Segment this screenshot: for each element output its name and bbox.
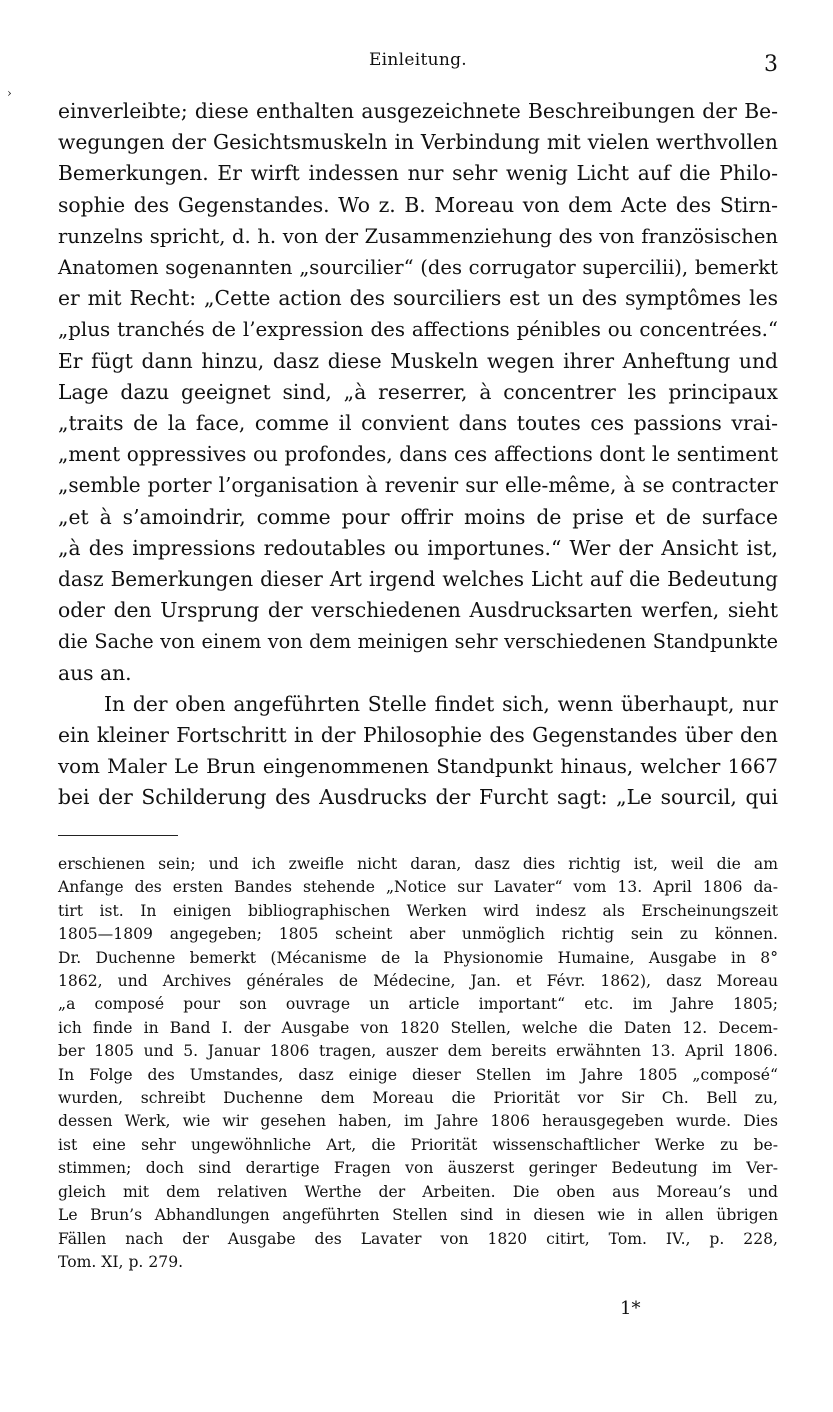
footnote-line: ich finde in Band I. der Ausgabe von 1820 Stellen, welche die Daten 12. Decem- <box>58 1018 778 1037</box>
footnote-line: Tom. XI, p. 279. <box>58 1252 184 1271</box>
text-line: ein kleiner Fortschritt in der Philosophie des Gegenstandes über den <box>58 723 778 748</box>
text-line: In der oben angeführten Stelle findet sich, wenn überhaupt, nur <box>104 691 778 716</box>
footnote-line: Le Brun’s Abhandlungen angeführten Stellen sind in diesen wie in allen übrigen <box>58 1206 778 1225</box>
signature-mark: 1* <box>620 1298 641 1319</box>
footnote-line: ist eine sehr ungewöhnliche Art, die Priorität wissenschaftlicher Werke zu be- <box>58 1135 778 1154</box>
text-line: vom Maler Le Brun eingenommenen Standpunkt hinaus, welcher 1667 <box>58 755 778 779</box>
text-line: Lage dazu geeignet sind, „à reserrer, à concentrer les principaux <box>58 379 778 404</box>
text-line: runzelns spricht, d. h. von der Zusammenziehung des von französischen <box>58 224 778 248</box>
text-line: sophie des Gegenstandes. Wo z. B. Moreau von dem Acte des Stirn- <box>58 192 778 217</box>
footnote-line: stimmen; doch sind derartige Fragen von äuszerst geringer Bedeutung im Ver- <box>58 1159 778 1178</box>
text-line: einverleibte; diese enthalten ausgezeichnete Beschreibungen der Be- <box>58 99 778 123</box>
text-line: „ment oppressives ou profondes, dans ces affections dont le sentiment <box>58 442 778 467</box>
text-line: „plus tranchés de l’expression des affections pénibles ou concentrées.“ <box>58 318 778 342</box>
text-line: aus an. <box>58 660 132 685</box>
text-line: Er fügt dann hinzu, dasz diese Muskeln wegen ihrer Anheftung und <box>58 348 778 373</box>
footnote-line: tirt ist. In einigen bibliographischen Werken wird indesz als Erscheinungszeit <box>58 901 778 920</box>
text-line: „semble porter l’organisation à revenir sur elle-même, à se contracter <box>58 473 778 498</box>
text-line: oder den Ursprung der verschiedenen Ausdrucksarten werfen, sieht <box>58 598 778 623</box>
text-line: „traits de la face, comme il convient dans toutes ces passions vrai- <box>58 411 778 436</box>
running-title: Einleitung. <box>368 50 468 70</box>
footnote-line: gleich mit dem relativen Werthe der Arbeiten. Die oben aus Moreau’s und <box>58 1182 778 1201</box>
footnote-line: „a composé pour son ouvrage un article important“ etc. im Jahre 1805; <box>58 995 778 1014</box>
text-line: „à des impressions redoutables ou importunes.“ Wer der Ansicht ist, <box>58 535 778 560</box>
text-line: Bemerkungen. Er wirft indessen nur sehr wenig Licht auf die Philo- <box>58 161 778 186</box>
text-line: dasz Bemerkungen dieser Art irgend welches Licht auf die Bedeutung <box>58 567 778 592</box>
text-line: bei der Schilderung des Ausdrucks der Furcht sagt: „Le sourcil, qui <box>58 785 778 810</box>
page-number: 3 <box>764 52 778 77</box>
page-header <box>58 50 778 80</box>
footnote-line: 1805—1809 angegeben; 1805 scheint aber unmöglich richtig sein zu können. <box>58 925 778 944</box>
footnote-line: 1862, und Archives générales de Médecine, Jan. et Févr. 1862), dasz Moreau <box>58 972 778 991</box>
footnote-line: erschienen sein; und ich zweifle nicht daran, dasz dies richtig ist, weil die am <box>58 855 778 873</box>
footnote-line: Fällen nach der Ausgabe des Lavater von 1820 citirt, Tom. IV., p. 228, <box>58 1229 778 1248</box>
footnote-line: Anfange des ersten Bandes stehende „Notice sur Lavater“ vom 13. April 1806 da- <box>58 878 778 897</box>
footnote-line: ber 1805 und 5. Januar 1806 tragen, auszer dem bereits erwähnten 13. April 1806. <box>58 1042 778 1061</box>
footnote-line: wurden, schreibt Duchenne dem Moreau die Priorität vor Sir Ch. Bell zu, <box>58 1089 778 1108</box>
text-line: die Sache von einem von dem meinigen sehr verschiedenen Standpunkte <box>58 630 778 654</box>
margin-mark: › <box>7 86 12 100</box>
main-text <box>58 96 778 814</box>
footnote-rule <box>58 835 178 836</box>
text-line: wegungen der Gesichtsmuskeln in Verbindung mit vielen werthvollen <box>58 130 778 155</box>
text-line: Anatomen sogenannten „sourcilier“ (des corrugator supercilii), bemerkt <box>58 256 778 280</box>
text-line: „et à s’amoindrir, comme pour offrir moins de prise et de surface <box>58 504 778 529</box>
footnote-line: Dr. Duchenne bemerkt (Mécanisme de la Physionomie Humaine, Ausgabe in 8° <box>58 948 778 967</box>
footnote-line: dessen Werk, wie wir gesehen haben, im Jahre 1806 herausgegeben wurde. Dies <box>58 1112 778 1131</box>
text-line: er mit Recht: „Cette action des sourciliers est un des symptômes les <box>58 286 778 311</box>
footnote <box>58 853 778 1274</box>
footnote-line: In Folge des Umstandes, dasz einige dieser Stellen im Jahre 1805 „composé“ <box>58 1065 778 1084</box>
